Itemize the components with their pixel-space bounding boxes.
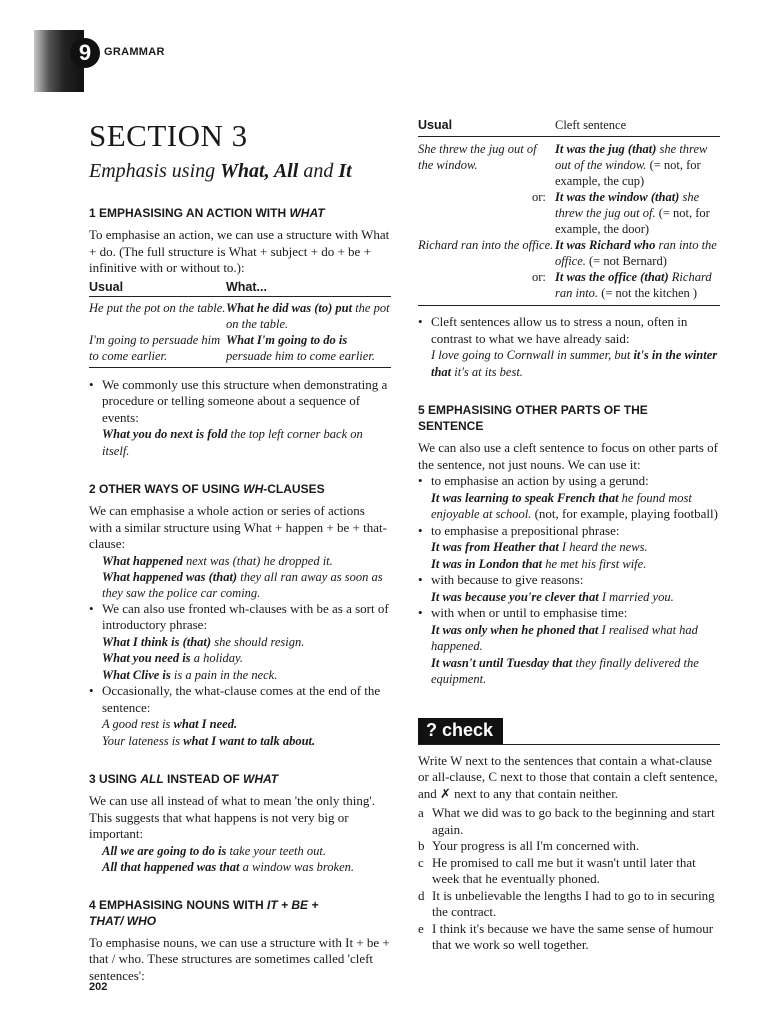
page-number: 202 bbox=[89, 981, 108, 993]
cleft-r1-usual: She threw the jug out of the window. bbox=[418, 142, 537, 172]
s5-bullet: • to emphasise a prepositional phrase: It was from Heather that I heard the news. It was in London that he met his first wife. bbox=[418, 523, 720, 573]
cleft-bullet: • Cleft sentences allow us to stress a noun, often in contrast to what we have already said: I love going to Cornwall in summer, but it's in the winter that it's at its best. bbox=[418, 314, 720, 380]
check-label: ? check bbox=[418, 718, 503, 744]
cleft-row bbox=[418, 237, 720, 269]
cleft-r2-c2: or: It was the office (that) Richard ran into. (= not the kitchen ) bbox=[532, 270, 712, 300]
heading-s2: 2 OTHER WAYS OF USING WH-CLAUSES bbox=[89, 482, 325, 496]
cleft-row bbox=[418, 141, 720, 189]
s1-table-row bbox=[89, 332, 391, 364]
heading-s3: 3 USING ALL INSTEAD OF WHAT bbox=[89, 772, 279, 786]
cleft-r1-c1: It was the jug (that) she threw out of the window. (= not, for example, the cup) bbox=[555, 142, 708, 188]
cleft-row bbox=[418, 189, 720, 237]
s5-bullet: • with when or until to emphasise time: It was only when he phoned that I realised what had happened. It wasn't until Tuesday that they finally delivered the equipment. bbox=[418, 605, 720, 688]
check-list bbox=[418, 805, 720, 954]
s1-table-row bbox=[89, 300, 391, 332]
s1-bullet: • We commonly use this structure when demonstrating a procedure or telling someone about a sequence of events: What you do next is fold the top left corner back on itself. bbox=[89, 377, 391, 460]
s3-example: All that happened was that a window was broken. bbox=[102, 859, 355, 874]
heading-s5: 5 EMPHASISING OTHER PARTS OF THE SENTENCE bbox=[418, 403, 648, 433]
left-column bbox=[89, 205, 391, 984]
cleft-r1-c2: or: It was the window (that) she threw the jug out of. (= not, for example, the door) bbox=[532, 190, 710, 236]
cleft-table-header bbox=[418, 118, 720, 133]
s5-bullet: • to emphasise an action by using a gerund: It was learning to speak French that he found most enjoyable at school. (not, for example, playing football) bbox=[418, 473, 720, 523]
s5-bullet: • with because to give reasons: It was because you're clever that I married you. bbox=[418, 572, 720, 605]
s1-col-usual: Usual bbox=[89, 279, 124, 294]
s3-intro: We can use all instead of what to mean 'the only thing'. This suggests that what happens is not very big or important: bbox=[89, 793, 375, 841]
s1-row1-usual: He put the pot on the table. bbox=[89, 300, 226, 315]
section-title: SECTION 3 bbox=[89, 118, 248, 153]
check-instructions: Write W next to the sentences that contain a what-clause or all-clause, C next to those that contain a cleft sentence, and ✗ next to any that contain neither. bbox=[418, 752, 718, 801]
s1-row2-usual: I'm going to persuade him to come earlier. bbox=[89, 332, 221, 363]
s1-col-what: What... bbox=[226, 279, 267, 294]
s5-intro: We can also use a cleft sentence to focus on other parts of the sentence, not just nouns. We can use it: bbox=[418, 440, 719, 472]
cleft-col-cleft: Cleft sentence bbox=[555, 118, 627, 132]
s1-row1-what: What he did was (to) put the pot on the table. bbox=[226, 300, 390, 331]
heading-s1: 1 EMPHASISING AN ACTION WITH WHAT bbox=[89, 206, 325, 220]
check-item: b Your progress is all I'm concerned with. bbox=[418, 838, 640, 853]
s2-example: What happened was (that) they all ran away as soon as they saw the police car coming. bbox=[102, 569, 383, 600]
s4-intro: To emphasise nouns, we can use a structure with It + be + that / who. These structures are sometimes called 'cleft sentences': bbox=[89, 934, 390, 983]
right-column bbox=[418, 118, 720, 954]
heading-s4: 4 EMPHASISING NOUNS WITH IT + BE + THAT/ WHO bbox=[89, 897, 319, 928]
check-box bbox=[418, 718, 720, 744]
unit-number-badge: 9 bbox=[70, 38, 100, 68]
check-item: d It is unbelievable the lengths I had to go to in securing the contract. bbox=[418, 887, 715, 919]
s1-table bbox=[89, 280, 391, 294]
s1-intro: To emphasise an action, we can use a structure with What + do. (The full structure is What + subject + do + be + infinitive with or without to.): bbox=[89, 227, 390, 275]
section-subtitle: Emphasis using What, All and It bbox=[89, 160, 352, 182]
cleft-row bbox=[418, 269, 720, 301]
check-item: c He promised to call me but it wasn't until later that week that he eventually phoned. bbox=[418, 854, 696, 886]
s3-example: All we are going to do is take your teeth out. bbox=[102, 843, 326, 858]
s1-row2-what: What I'm going to do is persuade him to come earlier. bbox=[226, 332, 375, 363]
cleft-col-usual: Usual bbox=[418, 118, 453, 132]
s2-intro: We can emphasise a whole action or series of actions with a similar structure using What + happen + be + that-clause: bbox=[89, 503, 387, 551]
s2-example: What happened next was (that) he dropped it. bbox=[102, 553, 333, 568]
unit-label: GRAMMAR bbox=[104, 46, 165, 58]
s2-bullet2: • Occasionally, the what-clause comes at the end of the sentence: A good rest is what I need. Your lateness is what I want to talk about. bbox=[89, 683, 391, 749]
s2-bullet1: • We can also use fronted wh-clauses with be as a sort of introductory phrase: What I think is (that) she should resign. What you need is a holiday. What Clive is is a pain in the neck. bbox=[89, 601, 391, 684]
cleft-r2-c1: It was Richard who ran into the office. (= not Bernard) bbox=[555, 238, 717, 268]
cleft-r2-usual: Richard ran into the office. bbox=[418, 238, 554, 252]
check-item: e I think it's because we have the same sense of humour that we work so well together. bbox=[418, 920, 714, 952]
check-item: a What we did was to go back to the beginning and start again. bbox=[418, 805, 715, 837]
